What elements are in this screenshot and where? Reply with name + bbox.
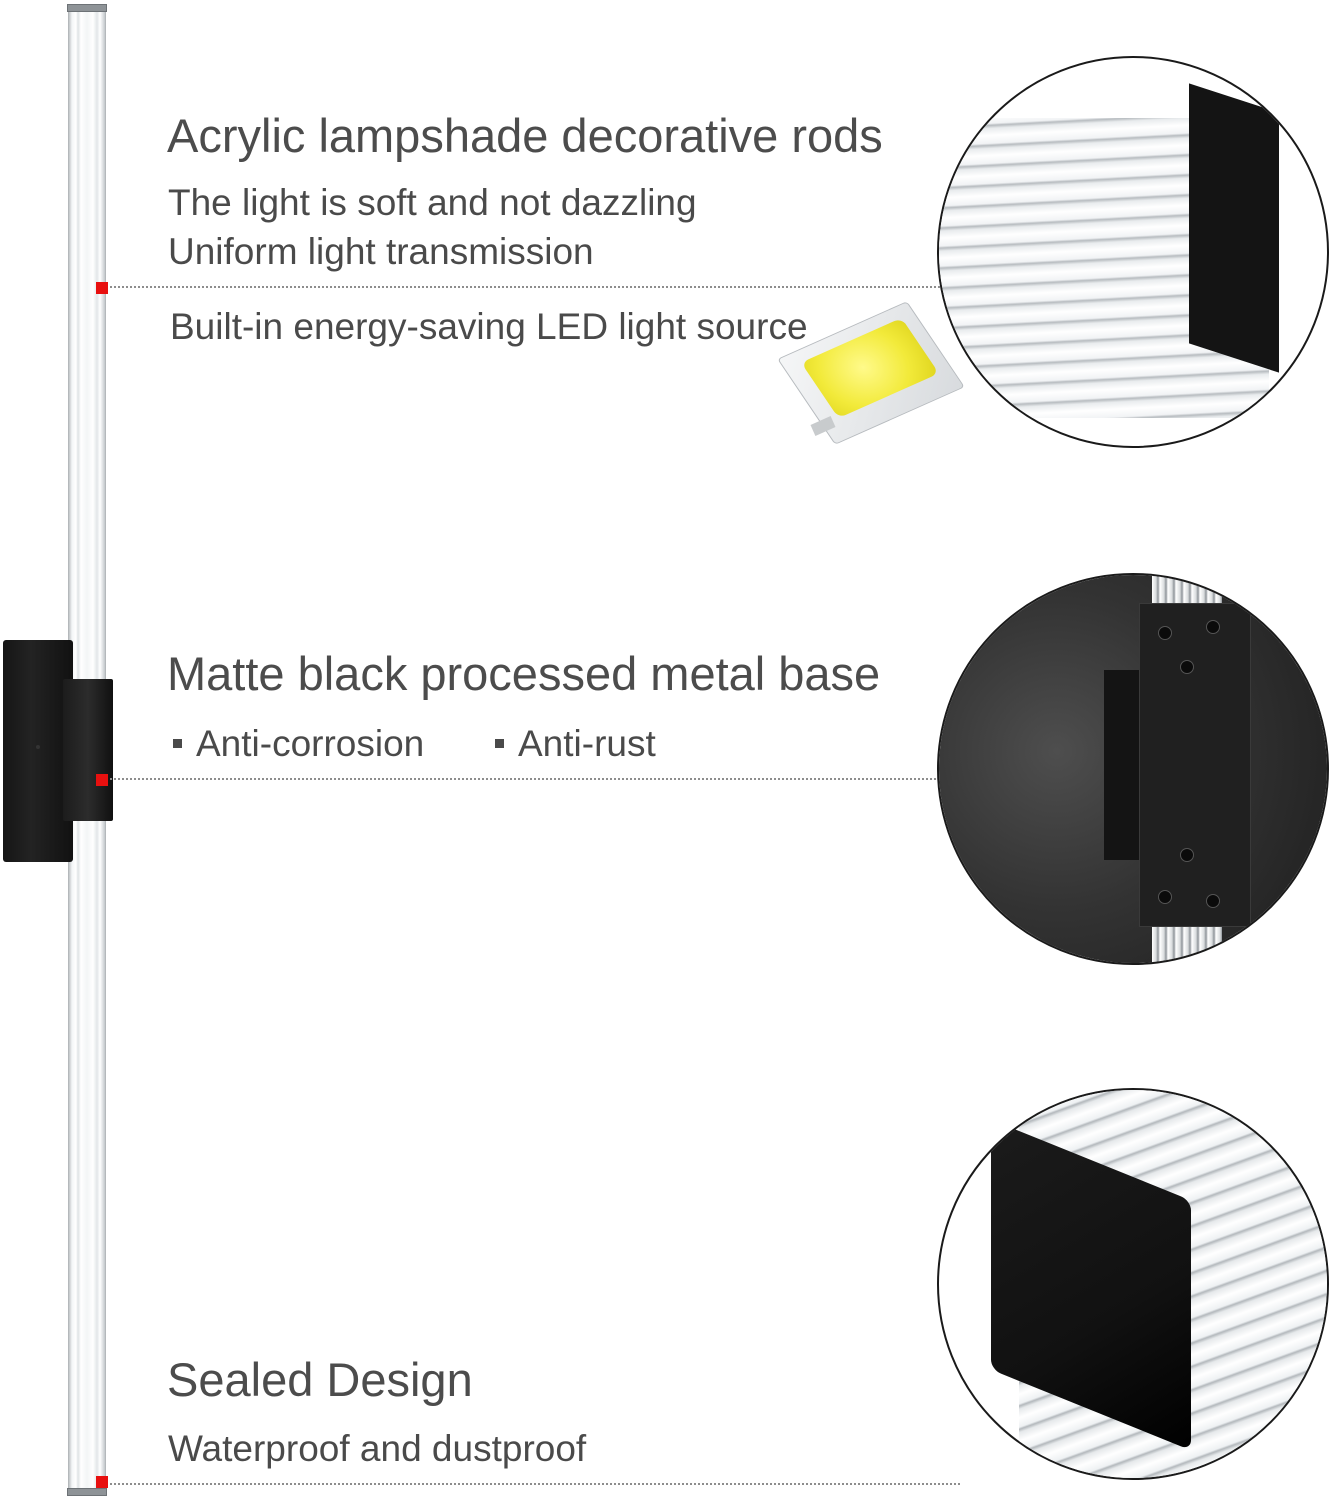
- metal-base-plate: [1139, 603, 1251, 927]
- leader-line-rods: [110, 286, 940, 288]
- feature-bullet-text: Anti-corrosion: [196, 723, 425, 764]
- screw-icon: [1158, 890, 1172, 904]
- rod-bottom-cap: [67, 1488, 107, 1496]
- screw-icon: [1180, 848, 1194, 862]
- black-end-cap: [1189, 83, 1279, 372]
- feature-line: The light is soft and not dazzling: [168, 182, 697, 223]
- leader-line-seal: [110, 1483, 960, 1485]
- screw-icon: [1180, 660, 1194, 674]
- detail-circle-seal: [937, 1088, 1329, 1480]
- bullet-square-icon: [173, 739, 182, 748]
- screw-icon: [1206, 894, 1220, 908]
- detail-circle-base: [937, 573, 1329, 965]
- bullet-square-icon: [495, 739, 504, 748]
- marker-rods: [96, 282, 108, 294]
- feature-heading-base: Matte black processed metal base: [167, 647, 881, 700]
- feature-heading-rods: Acrylic lampshade decorative rods: [167, 109, 883, 162]
- detail-circle-rods: [937, 56, 1329, 448]
- screw-icon: [1158, 626, 1172, 640]
- screw-icon: [1206, 620, 1220, 634]
- marker-seal: [96, 1476, 108, 1488]
- feature-bullet: [495, 725, 656, 762]
- plate-screw-dot: [36, 745, 40, 749]
- feature-line: Uniform light transmission: [168, 231, 594, 272]
- mount-arm: [63, 679, 113, 821]
- feature-heading-seal: Sealed Design: [167, 1353, 473, 1406]
- marker-base: [96, 774, 108, 786]
- leader-line-base: [110, 778, 940, 780]
- feature-led-text: Built-in energy-saving LED light source: [170, 306, 808, 347]
- rod-top-cap: [67, 4, 107, 12]
- feature-line: Waterproof and dustproof: [168, 1428, 587, 1469]
- feature-bullet: [173, 725, 424, 762]
- feature-bullet-text: Anti-rust: [518, 723, 656, 764]
